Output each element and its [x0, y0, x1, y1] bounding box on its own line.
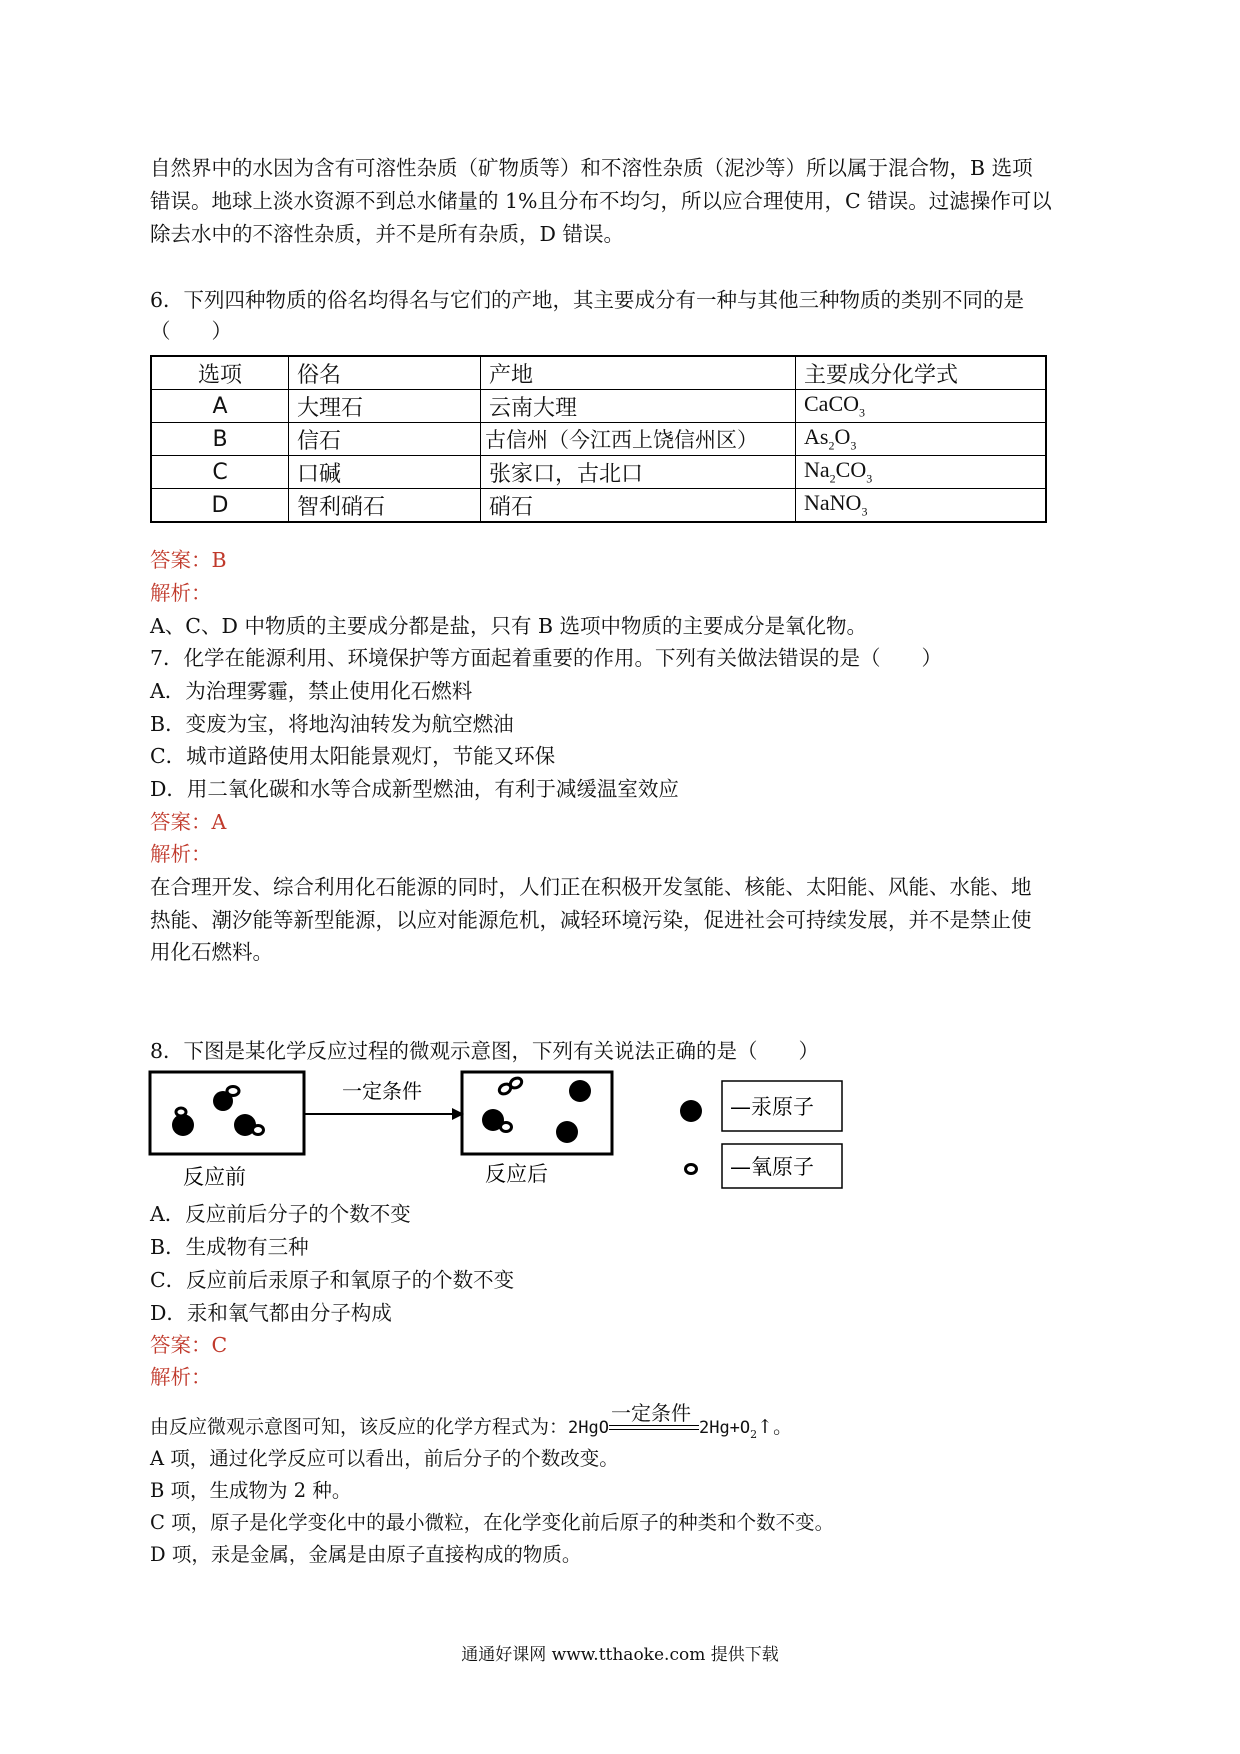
q8-equation-line: [150, 1401, 793, 1449]
q7-analysis-line: 用化石燃料。: [150, 940, 273, 964]
q7-stem: 7．化学在能源利用、环境保护等方面起着重要的作用。下列有关做法错误的是（ ）: [150, 646, 943, 670]
name-cell: 大理石: [289, 390, 481, 423]
gas-arrow-icon: ↑: [757, 1416, 774, 1438]
q8-analysis-line: A 项，通过化学反应可以看出，前后分子的个数改变。: [150, 1447, 619, 1470]
option-cell: A: [151, 390, 289, 423]
q7-analysis-line: 在合理开发、综合利用化石能源的同时，人们正在积极开发氢能、核能、太阳能、风能、水能、地: [150, 875, 1032, 899]
origin-cell: 古信州（今江西上饶信州区）: [481, 423, 796, 456]
q7-option-a: A．为治理雾霾，禁止使用化石燃料: [150, 679, 473, 703]
intro-line: 自然界中的水因为含有可溶性杂质（矿物质等）和不溶性杂质（泥沙等）所以属于混合物，B 选项: [150, 156, 1033, 180]
equals-sign-icon: [609, 1429, 699, 1430]
option-cell: B: [151, 423, 289, 456]
hgo-molecule-icon: [213, 1087, 239, 1112]
table-header-cell: 选项: [151, 356, 289, 390]
origin-cell: 云南大理: [481, 390, 796, 423]
table-row: [151, 456, 1046, 489]
intro-line: 错误。地球上淡水资源不到总水储量的 1%且分布不均匀，所以应合理使用，C 错误。过滤操作可以: [150, 189, 1052, 213]
q6-stem: 6．下列四种物质的俗名均得名与它们的产地，其主要成分有一种与其他三种物质的类别不同的是: [150, 288, 1025, 312]
q6-analysis: A、C、D 中物质的主要成分都是盐，只有 B 选项中物质的主要成分是氧化物。: [150, 614, 868, 638]
equation-left: 2HgO: [568, 1418, 609, 1438]
origin-cell: 张家口，古北口: [481, 456, 796, 489]
q6-table: [150, 355, 1047, 523]
hgo-molecule-icon: [482, 1109, 512, 1132]
reaction-diagram: [140, 1068, 880, 1193]
equation-condition: 一定条件: [610, 1401, 691, 1425]
table-row: [151, 390, 1046, 423]
table-row: [151, 423, 1046, 456]
after-box: [462, 1072, 612, 1154]
q7-option-d: D．用二氧化碳和水等合成新型燃油，有利于减缓温室效应: [150, 777, 679, 801]
q8-option-b: B．生成物有三种: [150, 1235, 309, 1259]
q8-analysis-line: B 项，生成物为 2 种。: [150, 1479, 352, 1502]
formula-cell: NaNO$_3$: [796, 489, 1047, 523]
q8-option-a: A．反应前后分子的个数不变: [150, 1202, 411, 1226]
equation-subscript: 2: [750, 1427, 758, 1441]
table-header-row: [151, 356, 1046, 390]
equals-sign-icon: [609, 1425, 699, 1426]
formula-cell: CaCO$_3$: [796, 390, 1047, 423]
formula-cell: $As_2O_3$: [796, 423, 1047, 456]
option-cell: C: [151, 456, 289, 489]
after-label: 反应后: [485, 1162, 548, 1186]
name-cell: 口碱: [289, 456, 481, 489]
q7-analysis-line: 热能、潮汐能等新型能源，以应对能源危机，减轻环境污染，促进社会可持续发展，并不是禁止使: [150, 908, 1032, 932]
q8-answer: 答案：C: [150, 1333, 228, 1357]
equation-end: 。: [773, 1416, 793, 1438]
before-label: 反应前: [183, 1165, 246, 1189]
equation-right: 2Hg+O: [698, 1418, 751, 1438]
q7-analysis-label: 解析：: [150, 842, 212, 866]
legend-mercury-label: —汞原子: [730, 1095, 814, 1119]
q8-analysis-label: 解析：: [150, 1365, 212, 1389]
q8-stem: 8．下图是某化学反应过程的微观示意图，下列有关说法正确的是（ ）: [150, 1039, 820, 1063]
mercury-atom-icon: [556, 1121, 578, 1143]
equation-prefix: 由反应微观示意图可知，该反应的化学方程式为：: [150, 1416, 569, 1438]
name-cell: 智利硝石: [289, 489, 481, 523]
q7-answer: 答案：A: [150, 810, 227, 834]
hgo-molecule-icon: [172, 1108, 194, 1136]
oxygen-atom-icon: [686, 1165, 697, 1174]
q6-answer: 答案：B: [150, 548, 227, 572]
option-cell: D: [151, 489, 289, 523]
table-header-cell: 产地: [481, 356, 796, 390]
hgo-molecule-icon: [234, 1114, 264, 1136]
name-cell: 信石: [289, 423, 481, 456]
q8-analysis-line: D 项，汞是金属，金属是由原子直接构成的物质。: [150, 1543, 582, 1566]
table-header-cell: 俗名: [289, 356, 481, 390]
q7-option-c: C．城市道路使用太阳能景观灯，节能又环保: [150, 744, 556, 768]
before-box: [150, 1072, 304, 1154]
table-row: [151, 489, 1046, 523]
q7-option-b: B．变废为宝，将地沟油转发为航空燃油: [150, 712, 514, 736]
q8-option-d: D．汞和氧气都由分子构成: [150, 1301, 392, 1325]
oxygen-molecule-icon: [498, 1076, 524, 1096]
condition-label: 一定条件: [342, 1079, 422, 1103]
equation-condition-block: [609, 1401, 699, 1438]
legend-oxygen-label: —氧原子: [730, 1155, 814, 1179]
intro-line: 除去水中的不溶性杂质，并不是所有杂质，D 错误。: [150, 222, 624, 246]
table-header-cell: 主要成分化学式: [796, 356, 1047, 390]
q8-analysis-line: C 项，原子是化学变化中的最小微粒，在化学变化前后原子的种类和个数不变。: [150, 1511, 835, 1534]
formula-cell: $Na_2CO_3$: [796, 456, 1047, 489]
origin-cell: 硝石: [481, 489, 796, 523]
q6-analysis-label: 解析：: [150, 581, 212, 605]
page-footer: 通通好课网 www.tthaoke.com 提供下载: [461, 1645, 779, 1665]
q8-option-c: C．反应前后汞原子和氧原子的个数不变: [150, 1268, 515, 1292]
q6-stem-bracket: （ ）: [150, 319, 232, 343]
mercury-atom-icon: [680, 1100, 702, 1122]
mercury-atom-icon: [569, 1080, 591, 1102]
